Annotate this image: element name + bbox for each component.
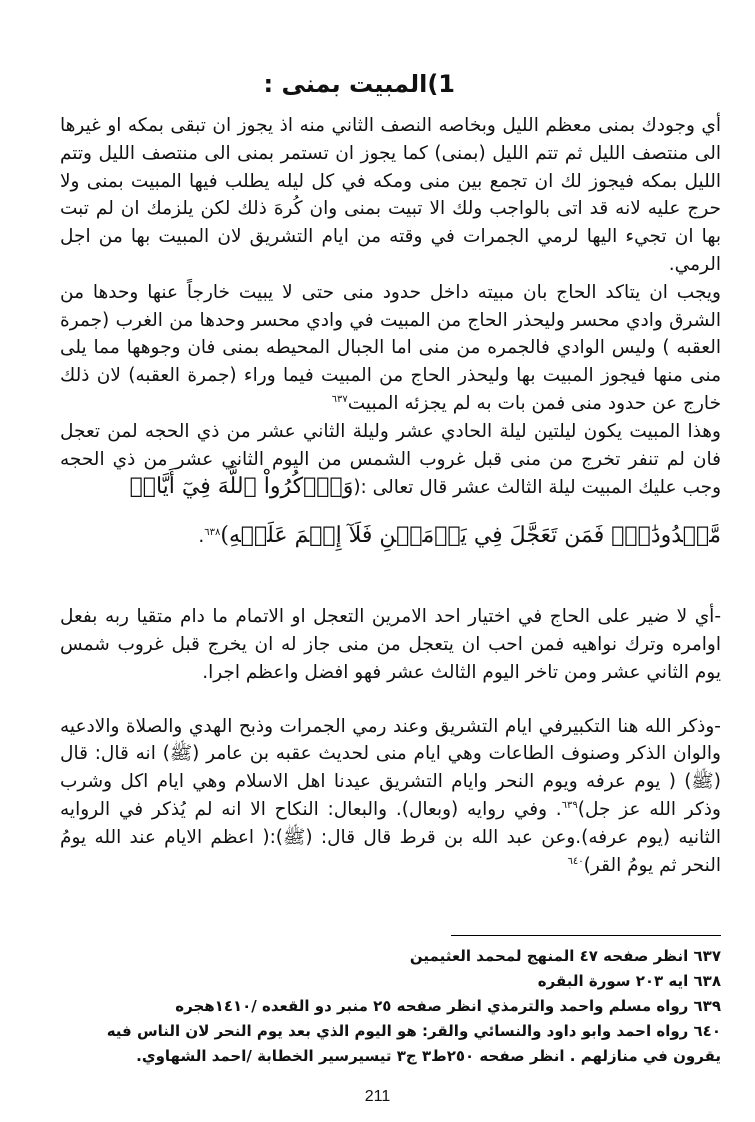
quran-verse-part-2: مَّعۡدُودَٰتٖۚ فَمَن تَعَجَّلَ فِي يَوۡمَيۡنِ فَلَآ إِثۡمَ عَلَيۡهِ) <box>220 523 721 549</box>
verse-line-2: مَّعۡدُودَٰتٖۚ فَمَن تَعَجَّلَ فِي يَوۡمَيۡنِ فَلَآ إِثۡمَ عَلَيۡهِ)$^{٦٣٨}$. <box>198 523 721 549</box>
footnote-divider <box>451 935 721 936</box>
page-number: 211 <box>364 1088 391 1105</box>
footnote-638: ٦٣٨ ايه ٢٠٣ سورة البقره <box>537 972 721 990</box>
quran-verse-part-1: وَٱذۡكُرُواْ ٱللَّهَ فِيٓ أَيَّامٖ <box>129 474 354 500</box>
paragraph-3 <box>60 418 721 502</box>
body-text <box>60 112 721 879</box>
footnote-ref-639: ٦٣٩ <box>561 799 578 811</box>
paragraph-5-text-a: -وذكر الله هنا التكبيرفي ايام التشريق وعند رمي الجمرات وذبح الهدي والصلاة والادعيه والوان الذكر وصنوف الطاعات وهي ايام منى لحديث عقبه بن عامر (ﷺ) انه قال: قال (ﷺ) ( يوم عرفه ويوم النحر وايام التشريق عيدنا اهل الاسلام وهي ايام اكل وشرب وذكر الله عز جل) <box>60 715 721 820</box>
paragraph-5-text-b: . وفي روايه (وبعال). والبعال: النكاح الا انه لم يُذكر في الروايه الثانيه (يوم عرفه).وعن عبد الله بن قرط قال قال: (ﷺ):( اعظم الايام عند الله يومُ النحر ثم يومُ القر) <box>60 798 721 876</box>
paragraph-5 <box>60 713 721 880</box>
footnote-640: ٦٤٠ رواه احمد وابو داود والنسائي والقر: هو اليوم الذي بعد يوم النحر لان الناس فيه يقرون في منازلهم . انظر صفحه ٢٥٠ط٣ ج٣ تيسيرسير الخطابة /احمد الشهاوي. <box>106 1022 721 1065</box>
section-heading: 1)المبيت بمنى : <box>263 70 455 98</box>
footnote-ref-637: ٦٣٧ <box>331 393 348 405</box>
paragraph-3-text: وهذا المبيت يكون ليلتين ليلة الحادي عشر وليلة الثاني عشر من ذي الحجه لمن تعجل فان لم تنفر تخرج من منى قبل غروب الشمس من اليوم الثاني عشر من ذي الحجه وجب عليك المبيت ليلة الثالث عشر قال تعالى :( <box>60 420 721 499</box>
footnote-637: ٦٣٧ انظر صفحه ٤٧ المنهج لمحمد العثيمين <box>409 947 721 965</box>
paragraph-2-text: ويجب ان يتاكد الحاج بان مبيته داخل حدود منى حتى لا يبيت خارجاً عنها وحدها من الشرق وادي محسر وليحذر الحاج من المبيت في وادي محسر وحدها من الغرب (جمرة العقبه ) وليس الوادي فالجمره من منى اما الجبال المحيطه بمنى فان وجوهها مما يلى منى منها فيجوز المبيت بها وليحذر الحاج من المبيت فيما وراء (جمرة العقبه) لان ذلك خارج عن حدود منى فمن بات به لم يجزئه المبيت <box>60 281 721 414</box>
footnotes <box>60 944 721 1069</box>
footnote-639: ٦٣٩ رواه مسلم واحمد والترمذي انظر صفحه ٢٥ منبر دو القعده /١٤١٠هجره <box>175 997 721 1015</box>
footnote-ref-638: ٦٣٨ <box>204 527 221 538</box>
footnote-ref-640: ٦٤٠ <box>567 855 584 867</box>
paragraph-1: أي وجودك بمنى معظم الليل وبخاصه النصف الثاني منه اذ يجوز ان تبقى بمكه او غيرها الى منتصف الليل ثم تتم الليل (بمنى) كما يجوز ان تستمر بمنى الى منتصف الليل وتتم الليل بمكه فيجوز لك ان تجمع بين منى ومكه في كل ليله يطلب فيها المبيت بمنى ولا حرج عليه لانه قد اتى بالواجب ولك الا تبيت بمنى وان كُرهَ ذلك لكن يلزمك ان لم تبت بها ان تجيء اليها لرمي الجمرات في وقته من ايام التشريق لان المبيت بها من اجل الرمي. <box>60 115 721 275</box>
paragraph-2 <box>60 279 721 418</box>
paragraph-4: -أي لا ضير على الحاج في اختيار احد الامرين التعجل او الاتمام ما دام متقيا ربه بفعل اوامره وترك نواهيه فمن احب ان يتعجل من منى جاز له ان يخرج قبل غروب شمس يوم الثاني عشر ومن تاخر اليوم الثالث عشر فهو افضل واعظم اجرا. <box>60 606 721 683</box>
